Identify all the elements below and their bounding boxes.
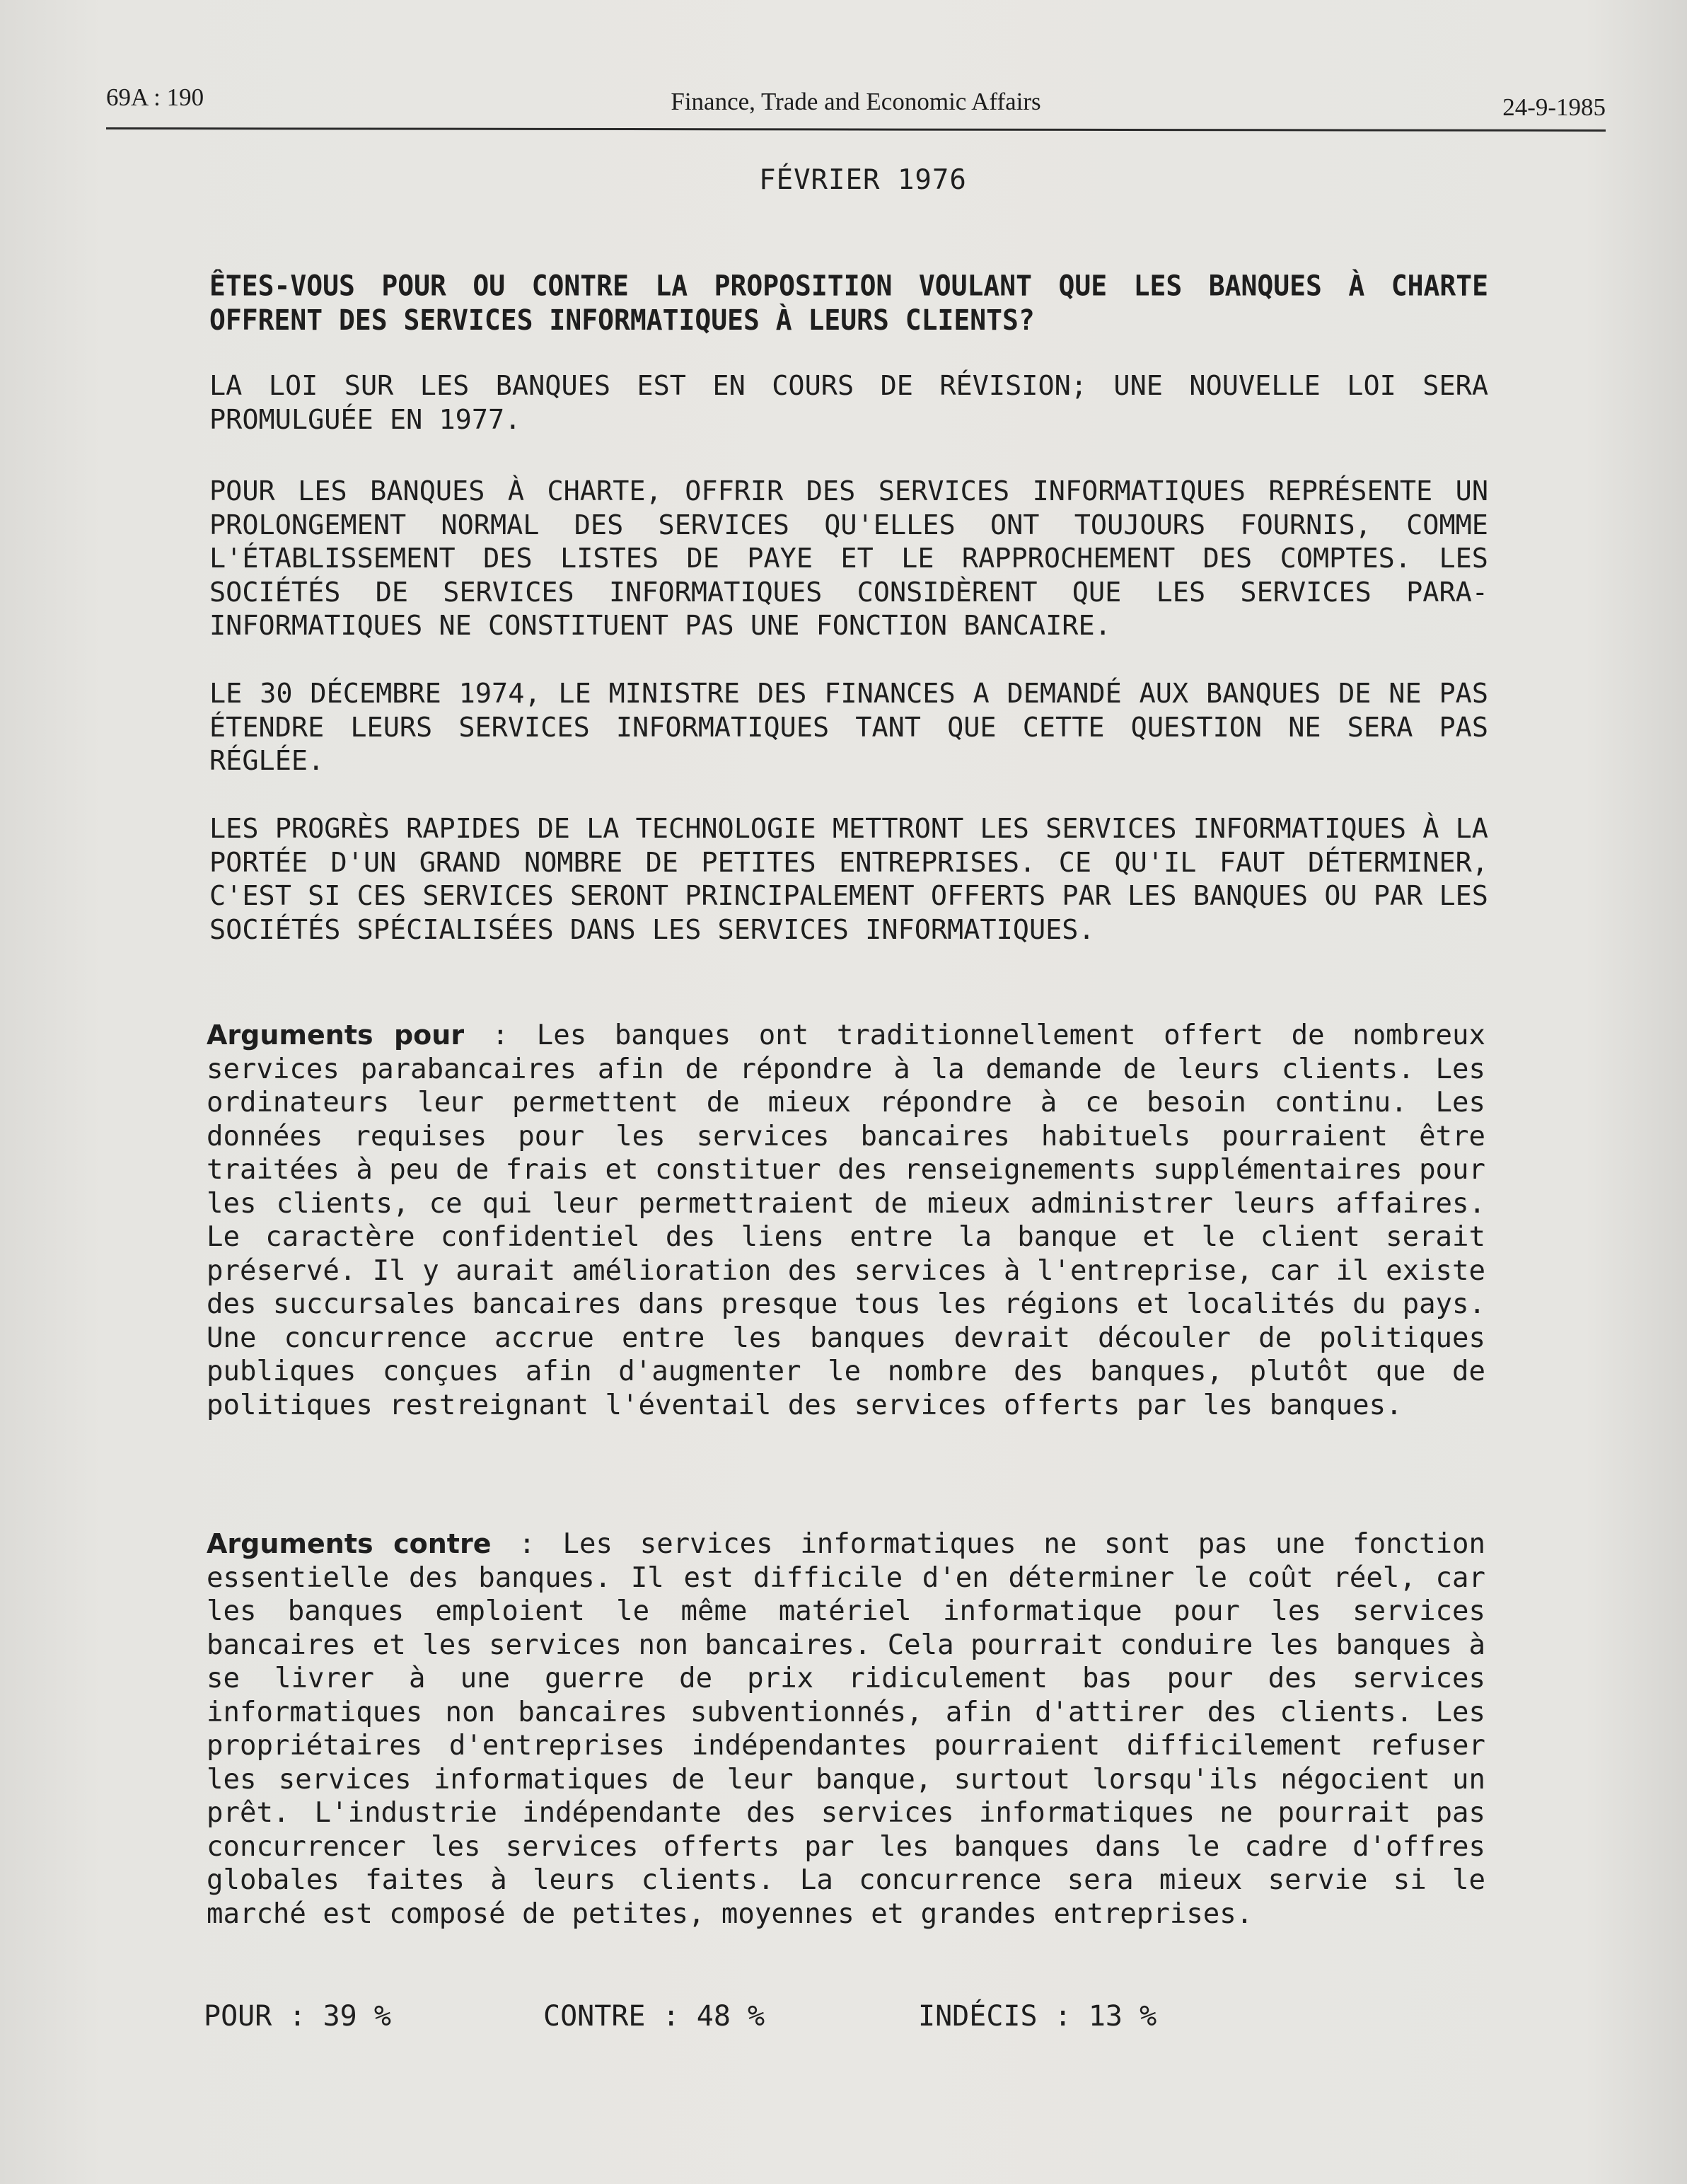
page-reference: 69A : 190 (106, 83, 204, 111)
arguments-contre-label: Arguments contre (207, 1528, 492, 1559)
arguments-contre-separator: : (491, 1528, 563, 1560)
result-pour: POUR : 39 % (204, 2000, 391, 2033)
paragraph-2: POUR LES BANQUES À CHARTE, OFFRIR DES SERVICES INFORMATIQUES REPRÉSENTE UN PROLONGEMENT NORMAL DES SERVICES QU'ELLES ONT TOUJOURS FOURNIS, COMME L'ÉTABLISSEMENT DES LISTES DE PAYE ET LE RAPPROCHEMENT DES COMPTES. LES SOCIÉTÉS DE SERVICES INFORMATIQUES CONSIDÈRENT QUE LES SERVICES PARA-INFORMATIQUES NE CONSTITUENT PAS UNE FONCTION BANCAIRE. (209, 475, 1488, 642)
paragraph-3: LE 30 DÉCEMBRE 1974, LE MINISTRE DES FINANCES A DEMANDÉ AUX BANQUES DE NE PAS ÉTENDRE LEURS SERVICES INFORMATIQUES TANT QUE CETTE QUESTION NE SERA PAS RÉGLÉE. (209, 678, 1488, 777)
arguments-contre-text: Les services informatiques ne sont pas une fonction essentielle des banques. Il est difficile d'en déterminer le coût réel, car les banques emploient le même matériel informatique pour les services bancaires et les services non bancaires. Cela pourrait conduire les banques à se livrer à une guerre de prix ridiculement bas pour des services informatiques non bancaires subventionnés, afin d'attirer des clients. Les propriétaires d'entreprises indépendantes pourraient difficilement refuser les services informatiques de leur banque, surtout lorsqu'ils négocient un prêt. L'industrie indépendante des services informatiques ne pourrait pas concurrencer les services offerts par les banques dans le cadre d'offres globales faites à leurs clients. La concurrence sera mieux servie si le marché est composé de petites, moyennes et grandes entreprises. (207, 1528, 1485, 1930)
paragraph-4: LES PROGRÈS RAPIDES DE LA TECHNOLOGIE METTRONT LES SERVICES INFORMATIQUES À LA PORTÉE D'UN GRAND NOMBRE DE PETITES ENTREPRISES. CE QU'IL FAUT DÉTERMINER, C'EST SI CES SERVICES SERONT PRINCIPALEMENT OFFERTS PAR LES BANQUES OU PAR LES SOCIÉTÉS SPÉCIALISÉES DANS LES SERVICES INFORMATIQUES. (209, 813, 1488, 946)
running-header (106, 79, 1606, 129)
arguments-pour-label: Arguments pour (207, 1019, 465, 1051)
publication-title: Finance, Trade and Economic Affairs (671, 88, 1041, 115)
result-indecis: INDÉCIS : 13 % (918, 2000, 1157, 2033)
arguments-pour-separator: : (464, 1019, 537, 1051)
survey-results (204, 2000, 1477, 2043)
arguments-pour-text: Les banques ont traditionnellement offert de nombreux services parabancaires afin de répondre à la demande de leurs clients. Les ordinateurs leur permettent de mieux répondre à ce besoin continu. Les données requises pour les services bancaires habituels pourraient être traitées à peu de frais et constituer des renseignements supplémentaires pour les clients, ce qui leur permettraient de mieux administrer leurs affaires. Le caractère confidentiel des liens entre la banque et le client serait préservé. Il y aurait amélioration des services à l'entreprise, car il existe des succursales bancaires dans presque tous les régions et localités du pays. Une concurrence accrue entre les banques devrait découler de politiques publiques conçues afin d'augmenter le nombre des banques, plutôt que de politiques restreignant l'éventail des services offerts par les banques. (207, 1019, 1485, 1421)
arguments-pour (207, 1019, 1485, 1422)
paragraph-1: LA LOI SUR LES BANQUES EST EN COURS DE RÉVISION; UNE NOUVELLE LOI SERA PROMULGUÉE EN 1977. (209, 370, 1488, 436)
result-contre: CONTRE : 48 % (543, 2000, 765, 2033)
header-date: 24-9-1985 (1502, 93, 1606, 121)
survey-question: ÊTES-VOUS POUR OU CONTRE LA PROPOSITION VOULANT QUE LES BANQUES À CHARTE OFFRENT DES SERVICES INFORMATIQUES À LEURS CLIENTS? (209, 269, 1488, 337)
arguments-contre (207, 1527, 1485, 1931)
document-date: FÉVRIER 1976 (759, 164, 967, 196)
